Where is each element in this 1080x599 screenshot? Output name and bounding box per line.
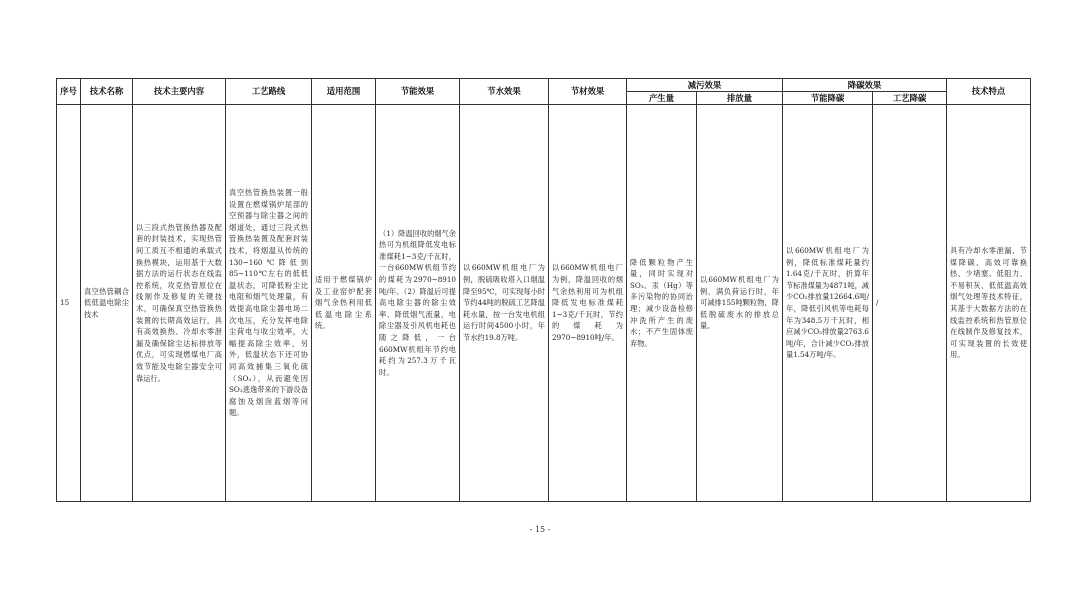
header-scope: 适用范围 (312, 79, 376, 105)
header-row-top (57, 79, 1031, 92)
technology-table (56, 78, 1031, 502)
header-process: 工艺路线 (226, 79, 312, 105)
header-no: 序号 (57, 79, 81, 105)
header-pollution-produced: 产生量 (627, 92, 697, 105)
header-pollution-emission: 排放量 (697, 92, 783, 105)
cell-water: 以660MW机组电厂为例，脱硫吸收塔入口烟温降至95℃，可实现每小时节约44吨的脱硫工艺降温耗水量，按一台发电机组运行时间4500小时，年节水约19.8万吨。 (460, 105, 549, 502)
cell-features: 具有冷却水零泄漏、节煤降碳、高效可靠换热、少堵塞、低阻力、不易积灰、低低温高效烟气处理等技术特征，其基于大数据方法的在线监控系统和热管原位在线制作及修复技术，可实现装置的长效使用。 (947, 105, 1031, 502)
cell-pollution-emission: 以660MW机组电厂为例，满负荷运行时，年可减排155吨颗粒物，降低脱硫废水的排放总量。 (697, 105, 783, 502)
header-content: 技术主要内容 (133, 79, 226, 105)
cell-pollution-produced: 降低颗粒物产生量，同时实现对SO₃、汞（Hg）等多污染物的协同治理；减少设备检修冲洗所产生的废水；不产生固体废弃物。 (627, 105, 697, 502)
header-carbon-process: 工艺降碳 (873, 92, 947, 105)
header-name: 技术名称 (81, 79, 133, 105)
cell-name: 真空热管耦合低低温电除尘技术 (81, 105, 133, 502)
cell-scope: 适用于燃煤锅炉及工业窑炉配套烟气余热利用低低温电除尘系统。 (312, 105, 376, 502)
header-features: 技术特点 (947, 79, 1031, 105)
header-material: 节材效果 (549, 79, 627, 105)
header-carbon-group: 降碳效果 (783, 79, 947, 92)
cell-content: 以三段式热管换热器及配套的封装技术，实现热管间工质互不相通的承载式换热模块，运用基于大数据方法的运行状态在线监控系统，攻克热管原位在线制作及修复的关键技术，可确保真空热管换热装置的长期高效运行，具有高效换热、冷却水零泄漏及确保除尘达标排放等优点，可实现燃煤电厂高效节能及电除尘器安全可靠运行。 (133, 105, 226, 502)
header-carbon-energy: 节能降碳 (783, 92, 873, 105)
cell-carbon-energy: 以660MW机组电厂为例，降低标准煤耗量约1.64克/千瓦时，折算年节标准煤量为4871吨，减少CO₂排放量12664.6吨/年，降低引风机等电耗每年为348.5万千瓦时，相应减少CO₂排放量2763.6吨/年，合计减少CO₂排放量1.54万吨/年。 (783, 105, 873, 502)
header-pollution-group: 减污效果 (627, 79, 783, 92)
cell-process: 真空热管换热装置一般设置在燃煤锅炉尾部的空预器与除尘器之间的烟道处，通过三段式热管换热装置及配套封装技术，将烟温从传统的130~160℃降低到85~110℃左右的低低温状态，可降低粉尘比电阻和烟气处理量，有效提高电除尘器电场二次电压，充分发挥电除尘荷电与收尘效率，大幅提高除尘效率，另外，低温状态下还可协同高效捕集三氧化硫（SO₃），从而避免因SO₃逃逸带来的下游设备腐蚀及烟囱蓝烟等问题。 (226, 105, 312, 502)
header-energy: 节能效果 (376, 79, 460, 105)
cell-no: 15 (57, 105, 81, 502)
cell-carbon-process: / (873, 105, 947, 502)
cell-energy: （1）降温回收的烟气余热可为机组降低发电标准煤耗1~3克/千瓦时，一台660MW机组节约的煤耗为2970~8910吨/年。（2）降温后可提高电除尘器的除尘效率、降低烟气流量，电除尘器及引风机电耗也随之降低，一台660MW机组年节约电耗约为257.3万千瓦时。 (376, 105, 460, 502)
page-number: - 15 - (529, 525, 551, 534)
cell-material: 以660MW机组电厂为例，降温回收的烟气余热利用可为机组降低发电标准煤耗1~3克/千瓦时，节约的煤耗为2970~8910吨/年。 (549, 105, 627, 502)
table-row (57, 105, 1031, 502)
header-water: 节水效果 (460, 79, 549, 105)
